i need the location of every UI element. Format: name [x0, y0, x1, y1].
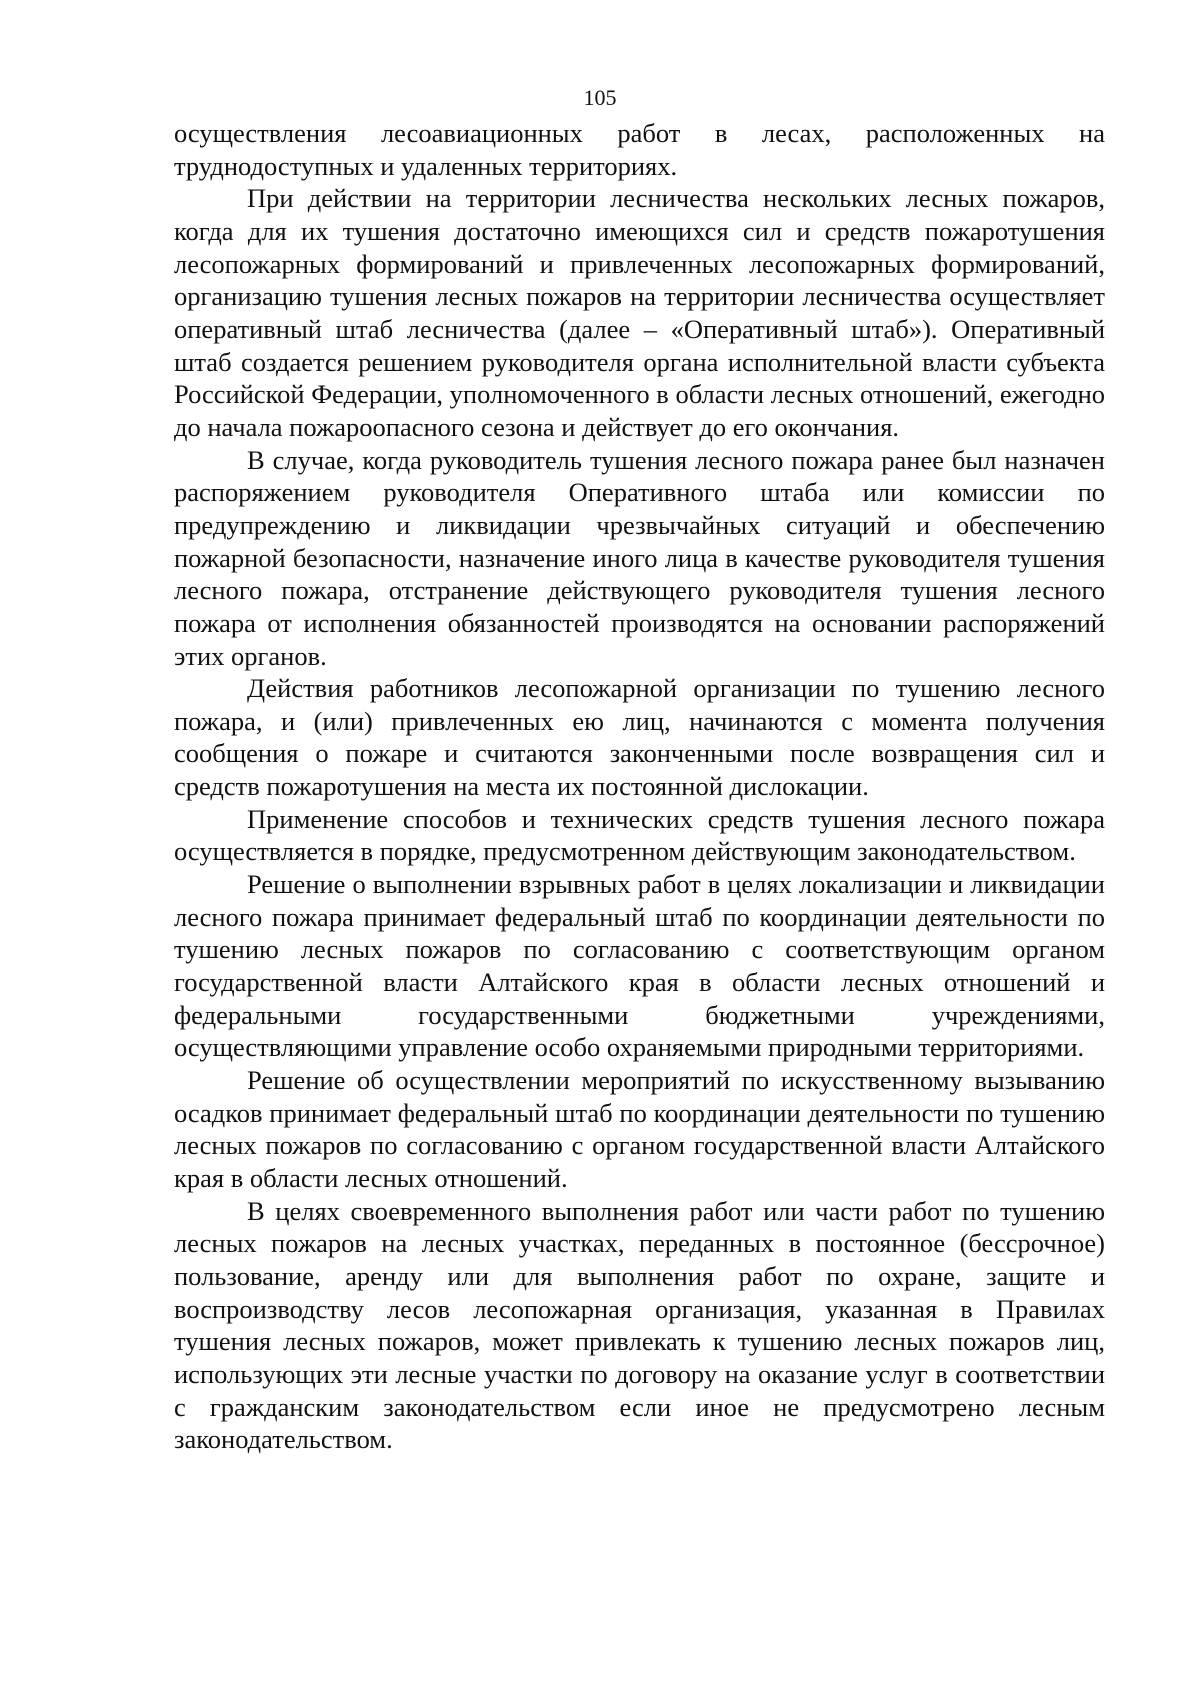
paragraph-continuation: осуществления лесоавиационных работ в лесах, расположенных на труднодоступных и удаленных территориях. [174, 118, 1105, 181]
document-body [174, 117, 1105, 1456]
paragraph-artificial-precipitation: Решение об осуществлении мероприятий по искусственному вызыванию осадков принимает федеральный штаб по координации деятельности по тушению лесных пожаров по согласованию с органом государственной власти Алтайского края в области лесных отношений. [174, 1065, 1105, 1193]
paragraph-land-users-involvement: В целях своевременного выполнения работ или части работ по тушению лесных пожаров на лесных участках, переданных в постоянное (бессрочное) пользование, аренду или для выполнения работ по охране, защите и воспроизводству лесов лесопожарная организация, указанная в Правилах тушения лесных пожаров, может привлекать к тушению лесных пожаров лиц, использующих эти лесные участки по договору на оказание услуг в соответствии с гражданским законодательством если иное не предусмотрено лесным законодательством. [174, 1195, 1105, 1455]
paragraph-worker-actions: Действия работников лесопожарной организации по тушению лесного пожара, и (или) привлеченных ею лиц, начинаются с момента получения сообщения о пожаре и считаются законченными после возвращения сил и средств пожаротушения на места их постоянной дислокации. [174, 673, 1105, 802]
paragraph-fire-supervisor-appointment: В случае, когда руководитель тушения лесного пожара ранее был назначен распоряжением руководителя Оперативного штаба или комиссии по предупреждению и ликвидации чрезвычайных ситуаций и обеспечению пожарной безопасности, назначение иного лица в качестве руководителя тушения лесного пожара, отстранение действующего руководителя тушения лесного пожара от исполнения обязанностей производятся на основании распоряжений этих органов. [174, 444, 1105, 671]
paragraph-operational-headquarters: При действии на территории лесничества нескольких лесных пожаров, когда для их тушения достаточно имеющихся сил и средств пожаротушения лесопожарных формирований и привлеченных лесопожарных формирований, организацию тушения лесных пожаров на территории лесничества осуществляет оперативный штаб лесничества (далее – «Оперативный штаб»). Оперативный штаб создается решением руководителя органа исполнительной власти субъекта Российской Федерации, уполномоченного в области лесных отношений, ежегодно до начала пожароопасного сезона и действует до его окончания. [174, 183, 1105, 442]
paragraph-blasting-works: Решение о выполнении взрывных работ в целях локализации и ликвидации лесного пожара принимает федеральный штаб по координации деятельности по тушению лесных пожаров по согласованию с соответствующим органом государственной власти Алтайского края в области лесных отношений и федеральными государственными бюджетными учреждениями, осуществляющими управление особо охраняемыми природными территориями. [174, 869, 1105, 1063]
page-number: 105 [583, 85, 617, 110]
paragraph-firefighting-methods: Применение способов и технических средств тушения лесного пожара осуществляется в порядке, предусмотренном действующим законодательством. [174, 803, 1105, 867]
